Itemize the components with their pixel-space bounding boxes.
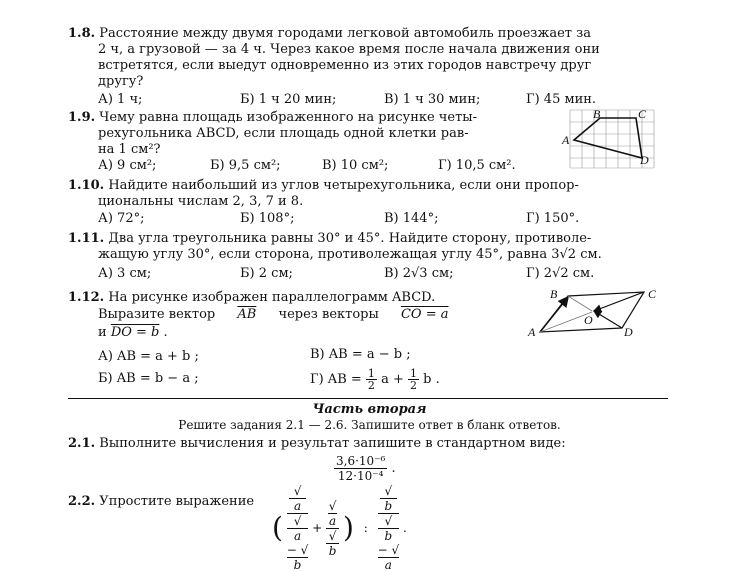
text-fragment: Г) AB = <box>310 372 362 387</box>
problem-text: Расстояние между двумя городами легковой автомобиль проезжает за <box>99 26 591 41</box>
answer-b: Б) 9,5 см²; <box>210 158 281 173</box>
denominator: 2 <box>367 379 375 392</box>
text-fragment: a + <box>381 372 404 387</box>
numerator: 3,6·10⁻⁶ <box>336 454 386 468</box>
vector-ab: $\overline{AB}$ <box>237 307 257 322</box>
problem-1-9-line1 <box>68 110 477 126</box>
problem-number: 1.9. <box>68 110 96 125</box>
fraction-1: √ a √ a − √ b <box>286 484 309 572</box>
vertex-label-c: C <box>648 287 657 301</box>
problem-1-11-line2: жащую углу 30°, если сторона, противолежащая углу 45°, равна 3√2 см. <box>98 247 602 262</box>
problem-number: 2.1. <box>68 436 96 451</box>
answer-a: А) 9 см²; <box>98 158 157 173</box>
problem-1-9-line2: рехугольника ABCD, если площадь одной клетки рав- <box>98 126 469 141</box>
vertex-label-d: D <box>624 325 633 339</box>
answer-b: Б) 1 ч 20 мин; <box>240 92 337 107</box>
problem-1-8-line4: другу? <box>98 74 144 89</box>
problem-number: 1.8. <box>68 26 96 41</box>
text-fragment: b . <box>423 372 440 387</box>
denominator: 2 <box>409 379 417 392</box>
denominator: 12·10⁻⁴ <box>337 469 384 483</box>
problem-2-2-line1 <box>68 494 254 510</box>
parallelogram-figure <box>526 284 666 340</box>
grid-quadrilateral-figure <box>560 108 680 170</box>
vertex-label-b: B <box>593 108 601 121</box>
problem-number: 1.12. <box>68 290 105 305</box>
answer-b: Б) AB = b − a ; <box>98 371 199 386</box>
answer-a: А) 1 ч; <box>98 92 143 107</box>
numerator: 1 <box>409 367 417 380</box>
problem-1-12-line1 <box>68 290 435 306</box>
problem-1-8-line2: 2 ч, а грузовой — за 4 ч. Через какое время после начала движения они <box>98 42 600 57</box>
center-label-o: O <box>584 313 593 327</box>
answer-a: А) 3 см; <box>98 266 152 281</box>
answer-d: Г) 10,5 см². <box>438 158 516 173</box>
section-title: Часть вторая <box>312 402 427 417</box>
problem-2-1-line1 <box>68 436 566 452</box>
vertex-label-d: D <box>640 153 649 167</box>
fraction-one-half <box>366 368 377 391</box>
answer-d: Г) 2√2 см. <box>526 266 595 281</box>
problem-number: 2.2. <box>68 494 96 509</box>
answer-c: В) 2√3 см; <box>384 266 454 281</box>
quadrilateral-abcd <box>574 118 642 158</box>
vector-co-eq-a: CO = a <box>400 307 449 322</box>
fraction-2: √ a √ b <box>326 499 339 558</box>
problem-text: На рисунке изображен параллелограмм ABCD. <box>108 290 436 305</box>
problem-1-9-line3: на 1 см²? <box>98 142 161 157</box>
problem-number: 1.10. <box>68 178 105 193</box>
numerator: 1 <box>367 367 375 380</box>
problem-1-10-line1 <box>68 178 579 194</box>
answer-d: Г) 150°. <box>526 211 580 226</box>
problem-1-12-line2 <box>98 307 448 323</box>
problem-2-1-expression <box>334 454 396 483</box>
answer-a: А) 72°; <box>98 211 145 226</box>
answer-c: В) 144°; <box>384 211 439 226</box>
problem-1-8-line1 <box>68 26 591 42</box>
fraction-expression <box>334 454 387 483</box>
problem-text: Два угла треугольника равны 30° и 45°. Найдите сторону, противоле- <box>108 231 592 246</box>
answer-d: Г) 45 мин. <box>526 92 597 107</box>
problem-text: Чему равна площадь изображенного на рисунке четы- <box>99 110 478 125</box>
problem-number: 1.11. <box>68 231 105 246</box>
section-instructions: Решите задания 2.1 — 2.6. Запишите ответ в бланк ответов. <box>178 418 561 432</box>
problem-1-8-line3: встретятся, если выедут одновременно из этих городов навстречу друг <box>98 58 592 73</box>
answer-b: Б) 2 см; <box>240 266 293 281</box>
fraction-one-half <box>408 368 419 391</box>
vertex-label-a: A <box>528 325 536 339</box>
vector-do-eq-b: DO = b <box>110 325 160 340</box>
answer-b: Б) 108°; <box>240 211 295 226</box>
vector-do-arrow <box>594 311 622 328</box>
text-fragment: . <box>391 461 396 476</box>
text-fragment: и <box>98 325 107 340</box>
text-fragment: Выразите вектор <box>98 307 216 322</box>
text-fragment: через векторы <box>278 307 379 322</box>
diagonal-bo <box>568 296 592 311</box>
problem-text: Найдите наибольший из углов четырехугольника, если они пропор- <box>108 178 579 193</box>
vector-co-arrow <box>594 292 644 311</box>
vertex-label-b: B <box>550 287 558 301</box>
vertex-label-a: A <box>562 133 570 147</box>
answer-c: В) AB = a − b ; <box>310 347 411 362</box>
vertex-label-c: C <box>638 108 647 121</box>
problem-2-2-expression: ( √ a √ a − √ b + √ a √ b ) : √ b √ b − √ a . <box>272 484 407 572</box>
section-divider <box>68 398 668 399</box>
problem-1-11-line1 <box>68 231 591 247</box>
answer-d <box>310 368 440 391</box>
answer-a: А) AB = a + b ; <box>98 349 199 364</box>
problem-text: Выполните вычисления и результат запишите в стандартном виде: <box>99 436 566 451</box>
problem-text: Упростите выражение <box>99 494 255 509</box>
problem-1-10-line2: циональны числам 2, 3, 7 и 8. <box>98 194 304 209</box>
problem-1-12-line3: и DO = b . <box>98 325 168 340</box>
answer-c: В) 1 ч 30 мин; <box>384 92 481 107</box>
answer-c: В) 10 см²; <box>322 158 389 173</box>
fraction-3: √ b √ b − √ a <box>377 484 400 572</box>
